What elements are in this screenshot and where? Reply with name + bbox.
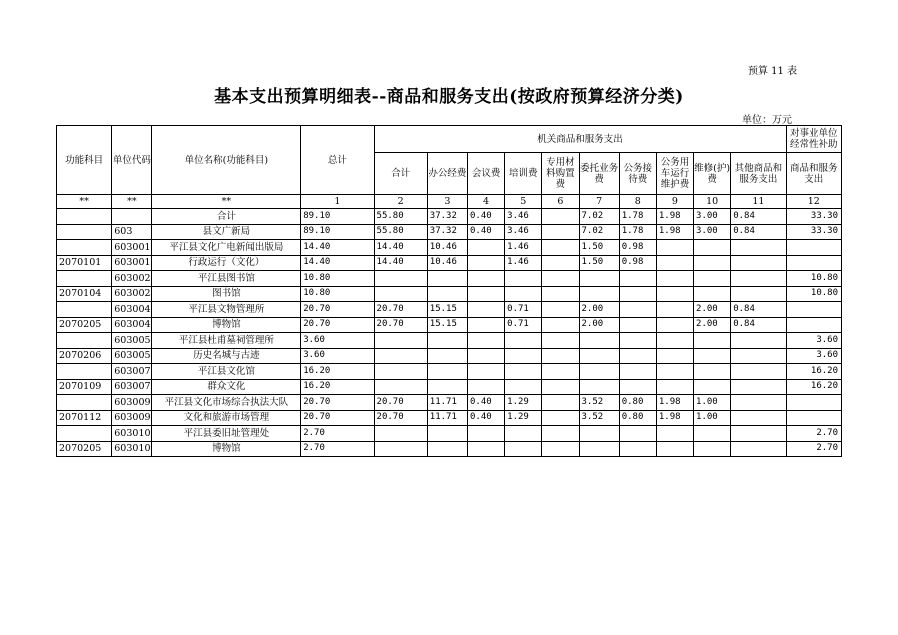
cell-subsidy: 33.30 <box>786 224 841 240</box>
cell-subsidy: 10.80 <box>786 271 841 287</box>
cell-vehicle <box>656 286 693 302</box>
cell-other <box>731 441 786 457</box>
cell-unit-name: 平江县委旧址管理处 <box>152 426 301 442</box>
header-col-subsidy: 商品和服务支出 <box>786 153 841 195</box>
cell-subsidy: 33.30 <box>786 209 841 225</box>
cell-meeting <box>467 240 504 256</box>
cell-entrusted <box>579 441 619 457</box>
cell-entrusted: 3.52 <box>579 410 619 426</box>
table-number-label: 预算 11 表 <box>748 66 798 77</box>
cell-other <box>731 286 786 302</box>
cell-office: 15.15 <box>427 317 467 333</box>
cell-subsidy: 10.80 <box>786 286 841 302</box>
cell-subtotal: 55.80 <box>374 209 427 225</box>
index-cell: 8 <box>619 195 656 209</box>
index-cell: 4 <box>467 195 504 209</box>
cell-training: 0.71 <box>505 317 542 333</box>
cell-entrusted <box>579 286 619 302</box>
cell-unit-code: 603005 <box>112 333 152 349</box>
cell-other: 0.84 <box>731 317 786 333</box>
cell-entrusted: 1.50 <box>579 240 619 256</box>
cell-materials <box>542 348 579 364</box>
cell-materials <box>542 333 579 349</box>
cell-total: 16.20 <box>301 364 374 380</box>
cell-other <box>731 240 786 256</box>
table-row <box>57 441 842 457</box>
cell-total: 3.60 <box>301 348 374 364</box>
table-body <box>57 209 842 457</box>
cell-func-code <box>57 224 112 240</box>
cell-materials <box>542 395 579 411</box>
table-row <box>57 395 842 411</box>
table-row <box>57 317 842 333</box>
index-cell: 7 <box>579 195 619 209</box>
cell-materials <box>542 379 579 395</box>
cell-subsidy <box>786 240 841 256</box>
cell-unit-code: 603002 <box>112 286 152 302</box>
cell-vehicle <box>656 379 693 395</box>
cell-subsidy <box>786 302 841 318</box>
table-row <box>57 209 842 225</box>
cell-training: 1.29 <box>505 395 542 411</box>
cell-materials <box>542 426 579 442</box>
cell-subtotal <box>374 364 427 380</box>
cell-materials <box>542 317 579 333</box>
cell-maintenance <box>694 441 731 457</box>
header-group-main: 机关商品和服务支出 <box>374 126 786 153</box>
cell-total: 20.70 <box>301 302 374 318</box>
cell-subtotal <box>374 441 427 457</box>
cell-unit-name: 县文广新局 <box>152 224 301 240</box>
cell-office: 15.15 <box>427 302 467 318</box>
cell-subtotal: 20.70 <box>374 410 427 426</box>
cell-meeting <box>467 302 504 318</box>
cell-reception <box>619 302 656 318</box>
cell-other: 0.84 <box>731 209 786 225</box>
cell-unit-code: 603010 <box>112 441 152 457</box>
cell-unit-name: 博物馆 <box>152 441 301 457</box>
cell-other <box>731 348 786 364</box>
cell-unit-code: 603002 <box>112 271 152 287</box>
cell-meeting <box>467 379 504 395</box>
cell-entrusted <box>579 379 619 395</box>
header-col-vehicle: 公务用车运行维护费 <box>656 153 693 195</box>
cell-maintenance <box>694 333 731 349</box>
cell-other <box>731 379 786 395</box>
header-group-sub: 对事业单位经常性补助 <box>786 126 841 153</box>
table-row <box>57 348 842 364</box>
cell-vehicle <box>656 441 693 457</box>
cell-vehicle <box>656 271 693 287</box>
cell-materials <box>542 410 579 426</box>
cell-total: 20.70 <box>301 395 374 411</box>
cell-other <box>731 271 786 287</box>
cell-unit-name: 平江县文化广电新闻出版局 <box>152 240 301 256</box>
table-row <box>57 302 842 318</box>
cell-vehicle <box>656 333 693 349</box>
cell-materials <box>542 302 579 318</box>
cell-unit-name: 图书馆 <box>152 286 301 302</box>
cell-materials <box>542 364 579 380</box>
cell-materials <box>542 209 579 225</box>
cell-func-code: 2070206 <box>57 348 112 364</box>
cell-func-code <box>57 426 112 442</box>
cell-subtotal <box>374 333 427 349</box>
cell-subtotal: 20.70 <box>374 395 427 411</box>
cell-vehicle: 1.98 <box>656 395 693 411</box>
header-col-total: 合计 <box>374 153 427 195</box>
cell-office <box>427 286 467 302</box>
cell-training <box>505 333 542 349</box>
table-row <box>57 255 842 271</box>
header-func-code: 功能科目 <box>57 126 112 195</box>
cell-office <box>427 348 467 364</box>
cell-meeting <box>467 271 504 287</box>
cell-maintenance <box>694 348 731 364</box>
cell-unit-name: 博物馆 <box>152 317 301 333</box>
cell-entrusted: 1.50 <box>579 255 619 271</box>
index-cell: 3 <box>427 195 467 209</box>
header-total: 总计 <box>301 126 374 195</box>
cell-vehicle: 1.98 <box>656 209 693 225</box>
header-unit-name: 单位名称(功能科目) <box>152 126 301 195</box>
cell-other <box>731 333 786 349</box>
cell-func-code <box>57 364 112 380</box>
cell-meeting <box>467 348 504 364</box>
cell-subsidy: 16.20 <box>786 364 841 380</box>
cell-subtotal: 14.40 <box>374 240 427 256</box>
cell-total: 3.60 <box>301 333 374 349</box>
cell-entrusted: 2.00 <box>579 302 619 318</box>
cell-meeting <box>467 286 504 302</box>
cell-entrusted: 2.00 <box>579 317 619 333</box>
cell-unit-code: 603001 <box>112 255 152 271</box>
cell-vehicle <box>656 348 693 364</box>
cell-total: 14.40 <box>301 240 374 256</box>
unit-label: 单位：万元 <box>742 115 792 126</box>
cell-vehicle <box>656 255 693 271</box>
cell-total: 20.70 <box>301 317 374 333</box>
cell-subtotal <box>374 348 427 364</box>
cell-subsidy <box>786 317 841 333</box>
cell-reception <box>619 364 656 380</box>
index-cell: ** <box>57 195 112 209</box>
cell-materials <box>542 255 579 271</box>
cell-entrusted <box>579 426 619 442</box>
cell-reception: 1.78 <box>619 224 656 240</box>
cell-func-code <box>57 333 112 349</box>
index-cell: ** <box>152 195 301 209</box>
header-col-other: 其他商品和服务支出 <box>731 153 786 195</box>
header-col-office: 办公经费 <box>427 153 467 195</box>
cell-unit-name: 群众文化 <box>152 379 301 395</box>
cell-maintenance: 2.00 <box>694 317 731 333</box>
cell-subsidy: 2.70 <box>786 441 841 457</box>
cell-total: 89.10 <box>301 224 374 240</box>
table-row <box>57 271 842 287</box>
index-cell: ** <box>112 195 152 209</box>
index-cell: 5 <box>505 195 542 209</box>
cell-training: 1.46 <box>505 255 542 271</box>
cell-training <box>505 286 542 302</box>
cell-subtotal: 20.70 <box>374 317 427 333</box>
cell-maintenance <box>694 426 731 442</box>
cell-training <box>505 426 542 442</box>
cell-maintenance: 1.00 <box>694 410 731 426</box>
table-row <box>57 426 842 442</box>
cell-maintenance <box>694 364 731 380</box>
cell-office <box>427 426 467 442</box>
cell-reception <box>619 317 656 333</box>
cell-unit-code: 603007 <box>112 364 152 380</box>
cell-other <box>731 410 786 426</box>
cell-reception: 0.98 <box>619 240 656 256</box>
cell-reception <box>619 379 656 395</box>
cell-maintenance <box>694 240 731 256</box>
cell-subsidy: 2.70 <box>786 426 841 442</box>
table-row <box>57 333 842 349</box>
cell-unit-name: 历史名城与古迹 <box>152 348 301 364</box>
cell-materials <box>542 441 579 457</box>
cell-unit-code: 603004 <box>112 302 152 318</box>
cell-reception: 0.98 <box>619 255 656 271</box>
cell-subsidy <box>786 410 841 426</box>
cell-maintenance <box>694 255 731 271</box>
cell-training: 1.46 <box>505 240 542 256</box>
cell-subtotal: 20.70 <box>374 302 427 318</box>
cell-total: 14.40 <box>301 255 374 271</box>
cell-meeting <box>467 426 504 442</box>
cell-unit-name: 行政运行（文化） <box>152 255 301 271</box>
cell-func-code <box>57 302 112 318</box>
index-cell: 2 <box>374 195 427 209</box>
cell-meeting <box>467 255 504 271</box>
cell-unit-code: 603007 <box>112 379 152 395</box>
cell-reception <box>619 286 656 302</box>
header-col-training: 培训费 <box>505 153 542 195</box>
cell-entrusted <box>579 364 619 380</box>
cell-maintenance: 3.00 <box>694 224 731 240</box>
cell-meeting: 0.40 <box>467 209 504 225</box>
cell-office: 11.71 <box>427 410 467 426</box>
cell-unit-name: 平江县图书馆 <box>152 271 301 287</box>
cell-office <box>427 441 467 457</box>
cell-office: 37.32 <box>427 224 467 240</box>
cell-training <box>505 364 542 380</box>
cell-maintenance <box>694 271 731 287</box>
cell-reception <box>619 333 656 349</box>
page-title: 基本支出预算明细表--商品和服务支出(按政府预算经济分类) <box>214 87 684 107</box>
cell-entrusted: 7.02 <box>579 224 619 240</box>
cell-meeting <box>467 317 504 333</box>
header-col-reception: 公务接待费 <box>619 153 656 195</box>
cell-reception: 1.78 <box>619 209 656 225</box>
cell-other <box>731 364 786 380</box>
cell-subsidy: 3.60 <box>786 348 841 364</box>
cell-vehicle: 1.98 <box>656 410 693 426</box>
header-unit-code: 单位代码 <box>112 126 152 195</box>
cell-office <box>427 271 467 287</box>
cell-unit-name: 平江县文物管理所 <box>152 302 301 318</box>
cell-vehicle <box>656 426 693 442</box>
cell-reception <box>619 441 656 457</box>
cell-other <box>731 255 786 271</box>
cell-maintenance: 1.00 <box>694 395 731 411</box>
cell-office: 10.46 <box>427 240 467 256</box>
table-row <box>57 286 842 302</box>
cell-reception: 0.80 <box>619 410 656 426</box>
cell-vehicle <box>656 240 693 256</box>
cell-materials <box>542 224 579 240</box>
cell-training <box>505 348 542 364</box>
cell-total: 2.70 <box>301 441 374 457</box>
cell-total: 89.10 <box>301 209 374 225</box>
cell-total: 2.70 <box>301 426 374 442</box>
cell-total: 16.20 <box>301 379 374 395</box>
cell-training: 0.71 <box>505 302 542 318</box>
header-col-entrusted: 委托业务费 <box>579 153 619 195</box>
cell-training <box>505 271 542 287</box>
cell-subtotal <box>374 286 427 302</box>
cell-subsidy <box>786 395 841 411</box>
cell-func-code: 2070109 <box>57 379 112 395</box>
cell-unit-code: 603005 <box>112 348 152 364</box>
cell-unit-code <box>112 209 152 225</box>
cell-func-code: 2070112 <box>57 410 112 426</box>
cell-materials <box>542 240 579 256</box>
cell-entrusted <box>579 333 619 349</box>
cell-unit-name: 平江县杜甫墓祠管理所 <box>152 333 301 349</box>
cell-unit-code: 603009 <box>112 395 152 411</box>
cell-other <box>731 395 786 411</box>
cell-total: 20.70 <box>301 410 374 426</box>
cell-vehicle <box>656 302 693 318</box>
table-row <box>57 240 842 256</box>
cell-unit-name: 合计 <box>152 209 301 225</box>
table-row <box>57 364 842 380</box>
cell-total: 10.80 <box>301 286 374 302</box>
cell-vehicle <box>656 364 693 380</box>
cell-office <box>427 379 467 395</box>
cell-subtotal <box>374 271 427 287</box>
cell-training <box>505 379 542 395</box>
cell-unit-code: 603004 <box>112 317 152 333</box>
table-row <box>57 410 842 426</box>
cell-reception <box>619 426 656 442</box>
index-cell: 11 <box>731 195 786 209</box>
cell-func-code: 2070205 <box>57 441 112 457</box>
cell-meeting: 0.40 <box>467 224 504 240</box>
index-cell: 10 <box>694 195 731 209</box>
cell-training: 3.46 <box>505 224 542 240</box>
index-cell: 12 <box>786 195 841 209</box>
cell-func-code <box>57 395 112 411</box>
cell-subtotal <box>374 426 427 442</box>
cell-func-code: 2070101 <box>57 255 112 271</box>
cell-materials <box>542 271 579 287</box>
cell-subsidy: 3.60 <box>786 333 841 349</box>
index-cell: 9 <box>656 195 693 209</box>
cell-maintenance <box>694 286 731 302</box>
cell-meeting: 0.40 <box>467 410 504 426</box>
cell-subtotal: 55.80 <box>374 224 427 240</box>
cell-vehicle: 1.98 <box>656 224 693 240</box>
cell-entrusted: 7.02 <box>579 209 619 225</box>
cell-maintenance: 3.00 <box>694 209 731 225</box>
cell-reception <box>619 271 656 287</box>
index-cell: 1 <box>301 195 374 209</box>
index-cell: 6 <box>542 195 579 209</box>
header-col-meeting: 会议费 <box>467 153 504 195</box>
cell-meeting <box>467 441 504 457</box>
cell-subsidy: 16.20 <box>786 379 841 395</box>
cell-materials <box>542 286 579 302</box>
cell-func-code: 2070104 <box>57 286 112 302</box>
cell-func-code <box>57 240 112 256</box>
cell-office: 10.46 <box>427 255 467 271</box>
cell-meeting <box>467 333 504 349</box>
cell-training: 1.29 <box>505 410 542 426</box>
budget-table <box>56 125 842 457</box>
cell-other: 0.84 <box>731 302 786 318</box>
cell-unit-name: 平江县文化馆 <box>152 364 301 380</box>
table-row <box>57 379 842 395</box>
cell-subtotal: 14.40 <box>374 255 427 271</box>
cell-vehicle <box>656 317 693 333</box>
cell-office <box>427 333 467 349</box>
cell-office <box>427 364 467 380</box>
cell-meeting <box>467 364 504 380</box>
cell-unit-code: 603009 <box>112 410 152 426</box>
cell-training <box>505 441 542 457</box>
cell-reception: 0.80 <box>619 395 656 411</box>
cell-unit-code: 603001 <box>112 240 152 256</box>
cell-total: 10.80 <box>301 271 374 287</box>
cell-unit-code: 603 <box>112 224 152 240</box>
cell-subtotal <box>374 379 427 395</box>
cell-other <box>731 426 786 442</box>
cell-entrusted <box>579 271 619 287</box>
header-col-maintenance: 维修(护)费 <box>694 153 731 195</box>
cell-entrusted: 3.52 <box>579 395 619 411</box>
cell-other: 0.84 <box>731 224 786 240</box>
table-row <box>57 224 842 240</box>
cell-entrusted <box>579 348 619 364</box>
cell-func-code <box>57 209 112 225</box>
cell-reception <box>619 348 656 364</box>
cell-unit-name: 平江县文化市场综合执法大队 <box>152 395 301 411</box>
cell-meeting: 0.40 <box>467 395 504 411</box>
header-col-materials: 专用材料购置费 <box>542 153 579 195</box>
cell-office: 37.32 <box>427 209 467 225</box>
cell-office: 11.71 <box>427 395 467 411</box>
cell-maintenance: 2.00 <box>694 302 731 318</box>
cell-subsidy <box>786 255 841 271</box>
cell-training: 3.46 <box>505 209 542 225</box>
cell-unit-code: 603010 <box>112 426 152 442</box>
cell-maintenance <box>694 379 731 395</box>
cell-unit-name: 文化和旅游市场管理 <box>152 410 301 426</box>
cell-func-code: 2070205 <box>57 317 112 333</box>
cell-func-code <box>57 271 112 287</box>
